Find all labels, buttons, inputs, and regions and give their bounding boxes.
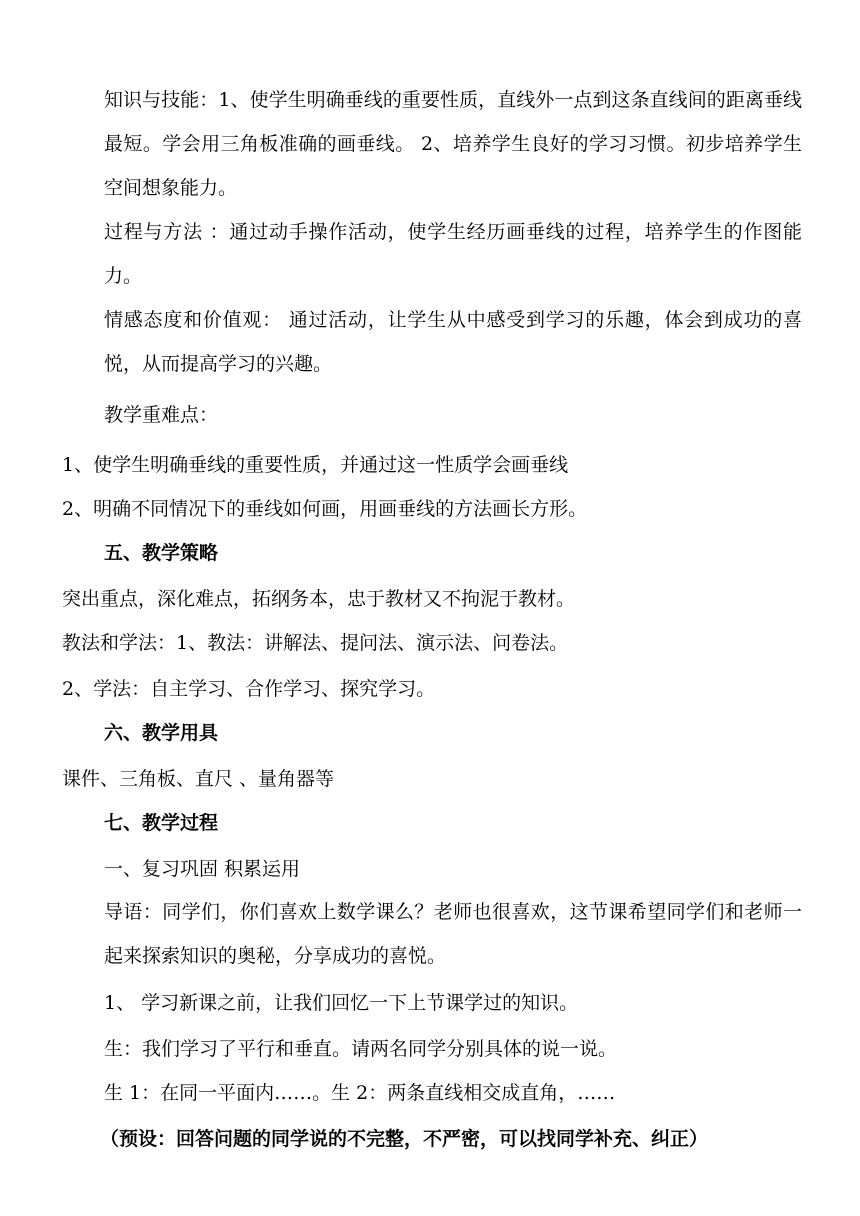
heading-strategy: 五、教学策略 xyxy=(104,542,219,564)
paragraph-key-difficulties: 教学重难点： xyxy=(104,404,219,426)
paragraph-process-method: 过程与方法 ：通过动手操作活动，使学生经历画垂线的过程，培养学生的作图能力。 xyxy=(104,221,802,287)
paragraph-intro: 导语：同学们，你们喜欢上数学课么？老师也很喜欢，这节课希望同学们和老师一起来探索知识的奥秘，分享成功的喜悦。 xyxy=(104,901,802,967)
heading-tools: 六、教学用具 xyxy=(104,722,219,744)
paragraph-strategy: 突出重点，深化难点，拓纲务本，忠于教材又不拘泥于教材。 xyxy=(62,588,576,610)
paragraph-difficulty-2: 2、明确不同情况下的垂线如何画，用画垂线的方法画长方形。 xyxy=(62,498,588,520)
paragraph-student-examples: 生 1：在同一平面内……。生 2：两条直线相交成直角，…… xyxy=(104,1082,616,1104)
paragraph-emotion-values: 情感态度和价值观： 通过活动，让学生从中感受到学习的乐趣，体会到成功的喜悦，从而提高学习的兴趣。 xyxy=(104,309,802,375)
paragraph-difficulty-1: 1、使学生明确垂线的重要性质，并通过这一性质学会画垂线 xyxy=(62,454,569,476)
paragraph-review: 一、复习巩固 积累运用 xyxy=(104,858,301,880)
paragraph-student-answer: 生：我们学习了平行和垂直。请两名同学分别具体的说一说。 xyxy=(104,1038,618,1060)
paragraph-step-1: 1、 学习新课之前，让我们回忆一下上节课学过的知识。 xyxy=(104,992,579,1014)
paragraph-learning-methods: 2、学法：自主学习、合作学习、探究学习。 xyxy=(62,678,436,700)
paragraph-knowledge-skills: 知识与技能：1、使学生明确垂线的重要性质，直线外一点到这条直线间的距离垂线最短。学会用三角板准确的画垂线。 2、培养学生良好的学习习惯。初步培养学生空间想象能力。 xyxy=(104,89,802,199)
paragraph-teaching-methods: 教法和学法：1、教法：讲解法、提问法、演示法、问卷法。 xyxy=(62,632,569,654)
heading-process: 七、教学过程 xyxy=(104,812,219,834)
paragraph-tools: 课件、三角板、直尺 、量角器等 xyxy=(62,768,335,790)
paragraph-presumption: （预设：回答问题的同学说的不完整，不严密，可以找同学补充、纠正） xyxy=(100,1128,709,1150)
